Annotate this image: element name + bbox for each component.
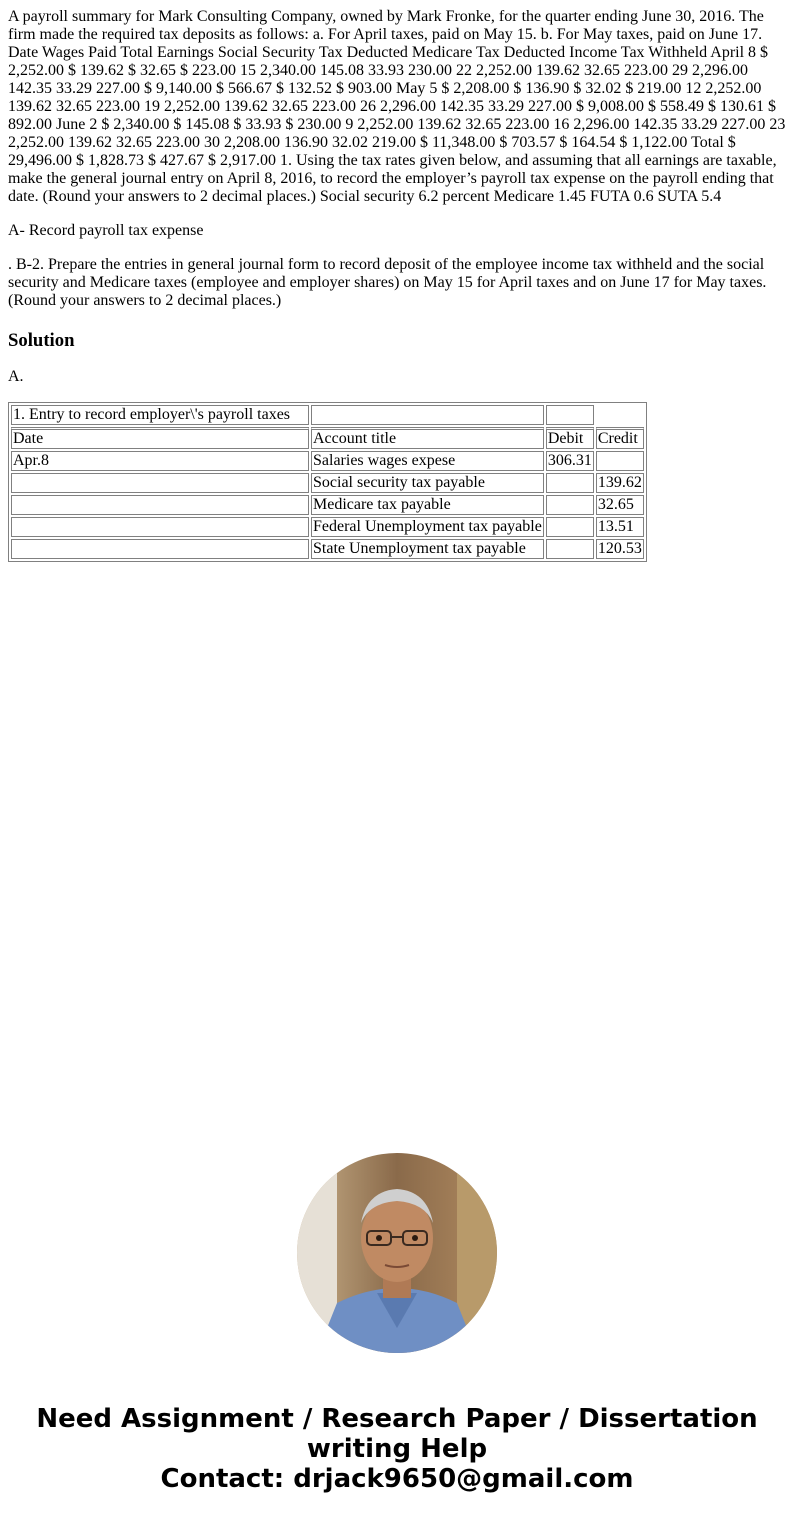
row-date (11, 495, 309, 515)
row-account: Federal Unemployment tax payable (313, 518, 542, 535)
row-account: Medicare tax payable (311, 495, 544, 515)
row-credit: 13.51 (596, 517, 644, 537)
row-date (11, 473, 309, 493)
row-date (11, 517, 309, 537)
row-account: State Unemployment tax payable (311, 539, 544, 559)
row-debit (546, 539, 594, 559)
table-cell (546, 405, 594, 425)
header-credit: Credit (596, 427, 644, 449)
promo-contact: Contact: drjack9650@gmail.com (160, 1464, 634, 1494)
part-a-text: A- Record payroll tax expense (8, 222, 204, 239)
row-account: Social security tax payable (311, 473, 544, 493)
table-row (11, 495, 644, 515)
row-debit (546, 495, 594, 515)
question-text: A payroll summary for Mark Consulting Company, owned by Mark Fronke, for the quarter ending June 30, 2016. The firm made the required tax deposits as follows: a. For April taxes, paid on May 15. b. For May taxes, paid on June 17. Date Wages Paid Total Earnings Social Security Tax Deducted Medicare Tax Deducted Income Tax Withheld April 8 $ 2,252.00 $ 139.62 $ 32.65 $ 223.00 15 2,340.00 145.08 33.93 230.00 22 2,252.00 139.62 32.65 223.00 29 2,296.00 142.35 33.29 227.00 $ 9,140.00 $ 566.67 $ 132.52 $ 903.00 May 5 $ 2,208.00 $ 136.90 $ 32.02 $ 219.00 12 2,252.00 139.62 32.65 223.00 19 2,252.00 139.62 32.65 223.00 26 2,296.00 142.35 33.29 227.00 $ 9,008.00 $ 558.49 $ 130.61 $ 892.00 June 2 $ 2,340.00 $ 145.08 $ 33.93 $ 230.00 9 2,252.00 139.62 32.65 223.00 16 2,296.00 142.35 33.29 227.00 23 2,252.00 139.62 32.65 223.00 30 2,208.00 136.90 32.02 219.00 $ 11,348.00 $ 703.57 $ 164.54 $ 1,122.00 Total $ 29,496.00 $ 1,828.73 $ 427.67 $ 2,917.00 1. Using the tax rates given below, and assuming that all earnings are taxable, make the general journal entry on April 8, 2016, to record the employer’s payroll tax expense on the payroll ending that date. (Round your answers to 2 decimal places.) Social security 6.2 percent Medicare 1.45 FUTA 0.6 SUTA 5.4 (8, 8, 786, 205)
row-account: Salaries wages expese (311, 451, 544, 471)
tutor-photo-icon (297, 1153, 497, 1353)
row-credit: 120.53 (597, 540, 642, 557)
row-debit (546, 473, 594, 493)
row-debit (546, 517, 594, 537)
table-cell (311, 405, 544, 425)
row-credit: 139.62 (597, 474, 642, 491)
table-row (11, 451, 644, 471)
row-credit: 32.65 (596, 495, 644, 515)
solution-label: A. (8, 368, 24, 385)
table-caption: 1. Entry to record employer\'s payroll taxes (11, 405, 309, 425)
solution-heading: Solution (8, 330, 75, 351)
table-row (11, 539, 644, 559)
promo-line-2: writing Help (306, 1434, 488, 1464)
promo-banner (0, 1404, 794, 1494)
table-header-row (11, 427, 644, 449)
table-row (11, 473, 644, 493)
journal-entry-table (8, 402, 647, 562)
row-date: Apr.8 (11, 451, 309, 471)
row-credit (596, 451, 644, 471)
document-content (8, 8, 786, 562)
promo-line-1: Need Assignment / Research Paper / Dissertation (36, 1404, 758, 1434)
part-b-text: . B-2. Prepare the entries in general journal form to record deposit of the employee income tax withheld and the social security and Medicare taxes (employee and employer shares) on May 15 for April taxes and on June 17 for May taxes. (Round your answers to 2 decimal places.) (8, 256, 767, 309)
row-debit: 306.31 (547, 452, 592, 469)
table-caption-row (11, 405, 644, 425)
header-date: Date (11, 427, 309, 449)
header-account: Account title (311, 427, 544, 449)
table-row (11, 517, 644, 537)
row-date (11, 539, 309, 559)
table-cell (596, 405, 644, 425)
tutor-avatar (297, 1153, 497, 1353)
header-debit: Debit (546, 427, 594, 449)
